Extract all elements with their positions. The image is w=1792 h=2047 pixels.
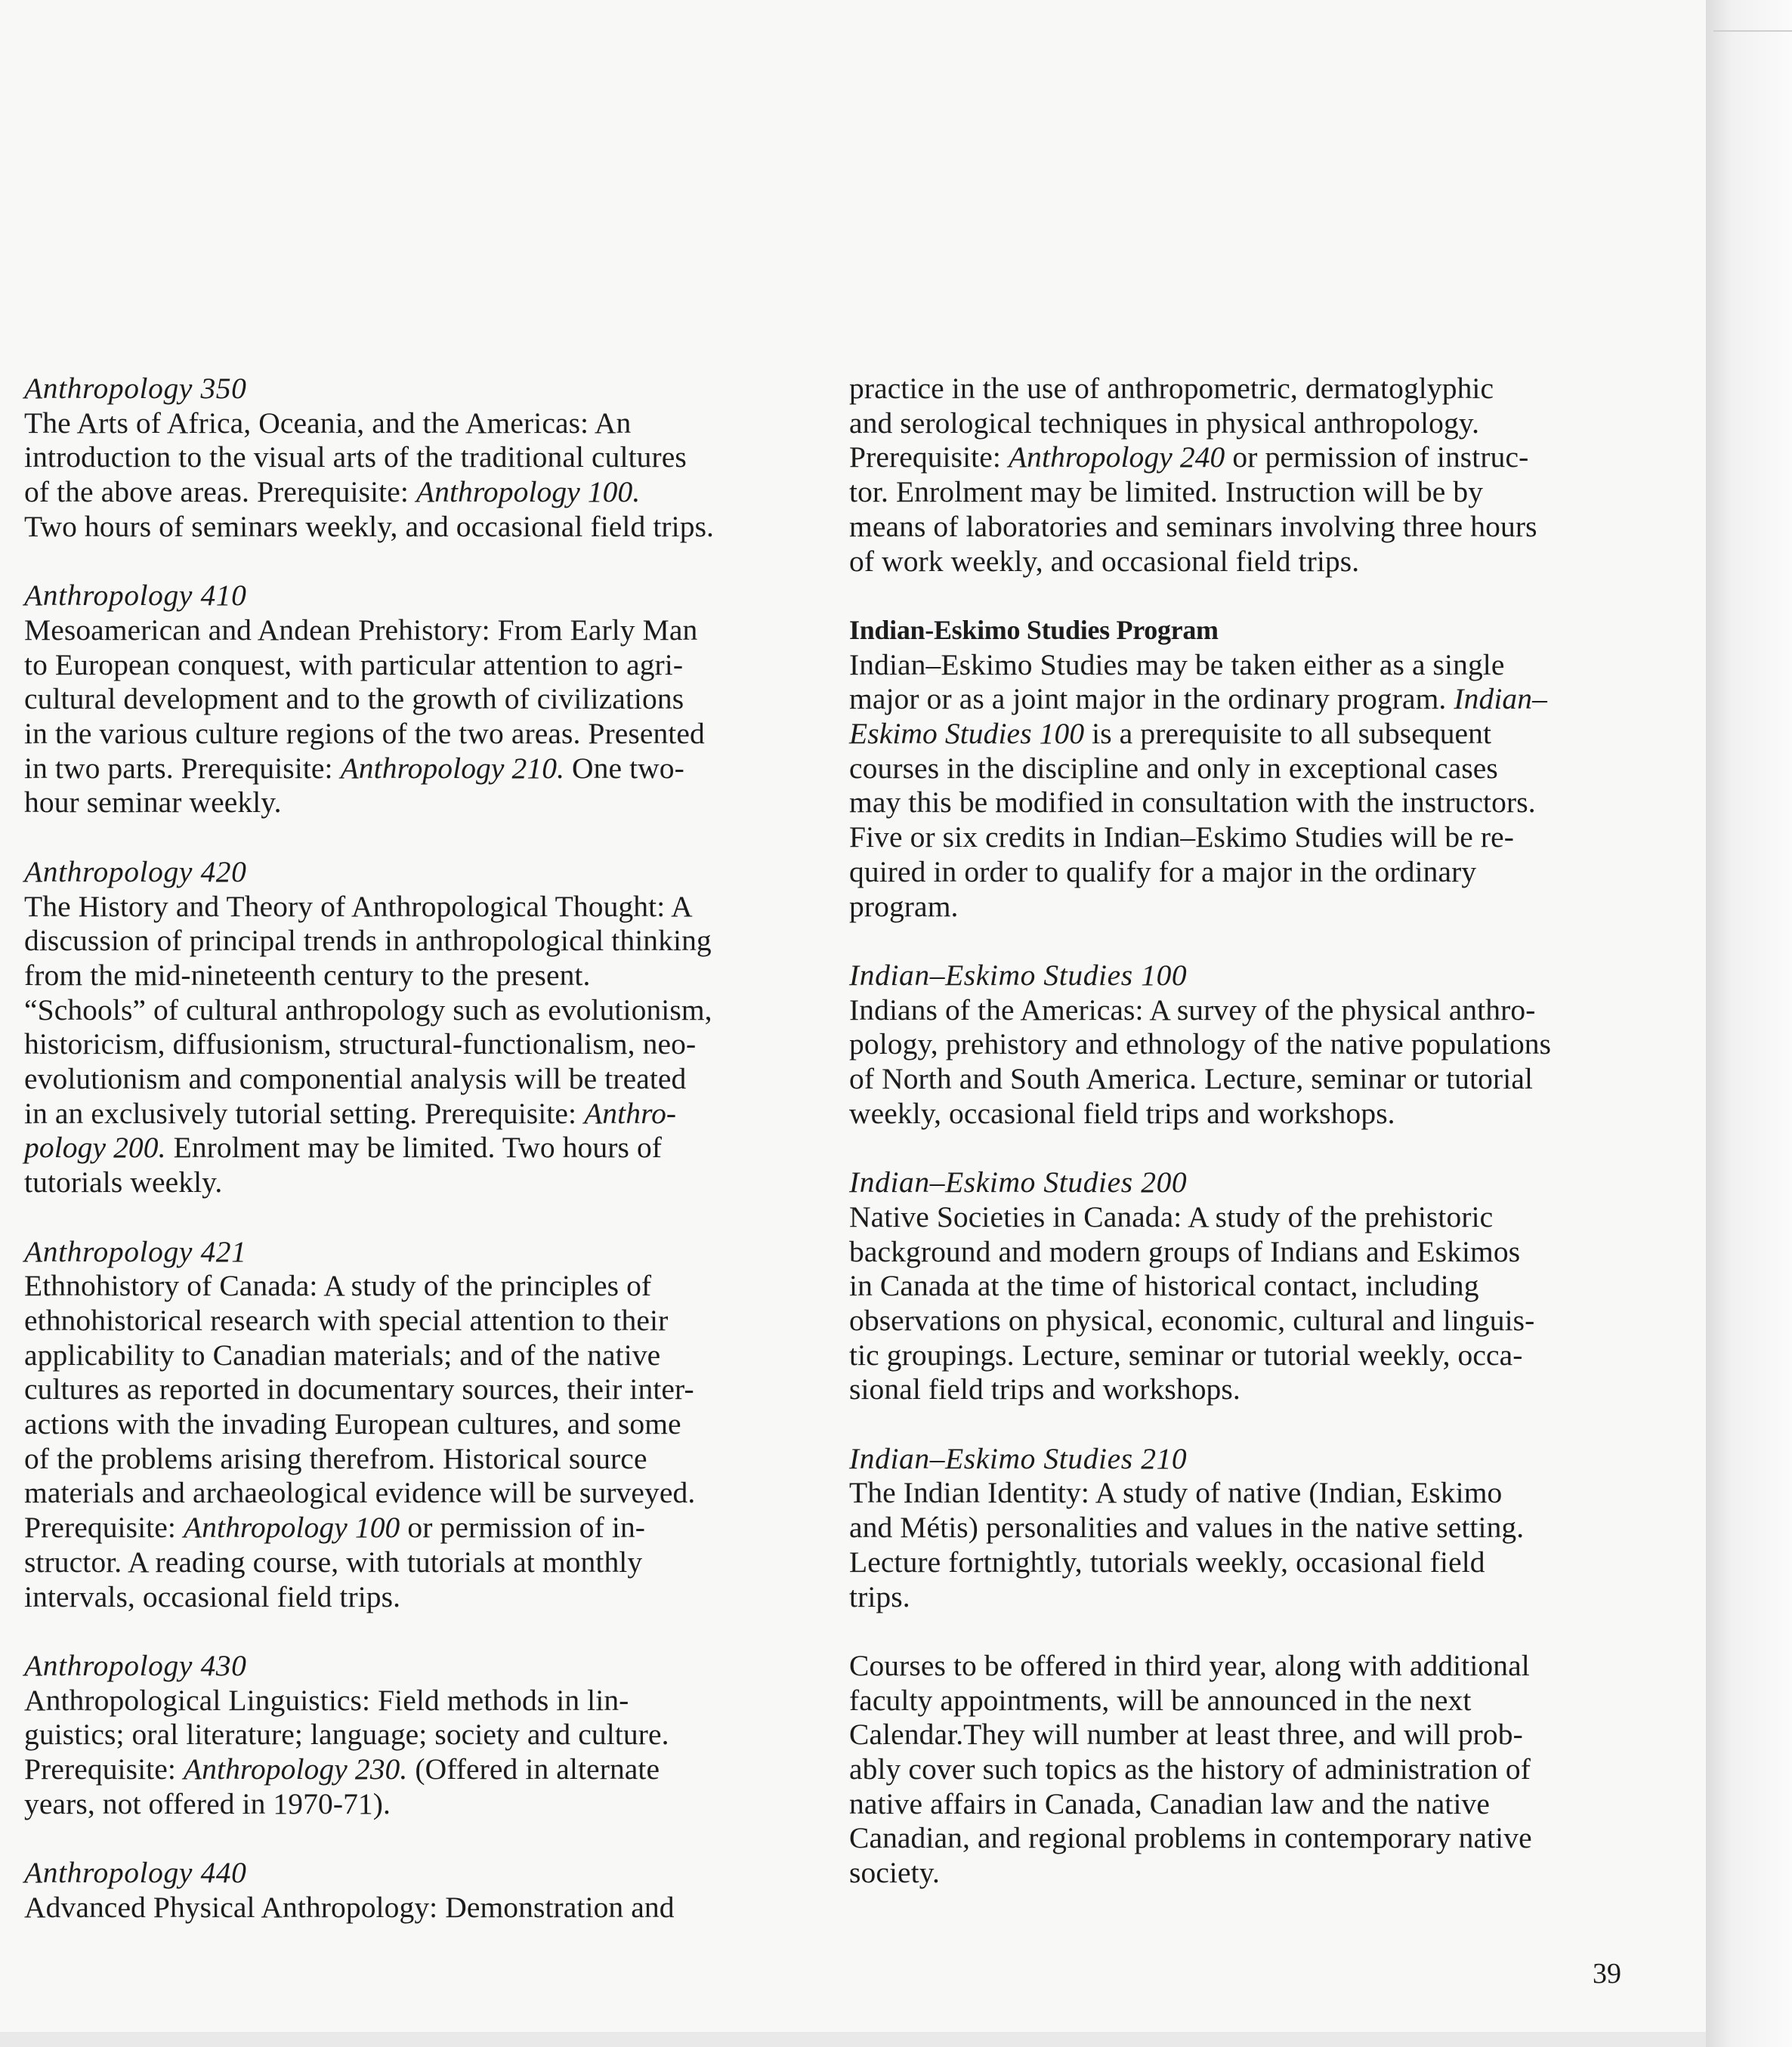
text-line (849, 1476, 1635, 1511)
text-line (24, 613, 810, 648)
text-line (24, 1131, 810, 1166)
text-line (24, 1338, 810, 1373)
text-run: The Indian Identity: A study of native (Indian, Eskimo (849, 1476, 1503, 1510)
paragraph-block (849, 1649, 1635, 1891)
text-run: weekly, occasional field trips and workshops. (849, 1096, 1395, 1130)
text-line (849, 890, 1635, 925)
text-run: society. (849, 1856, 940, 1890)
text-line (849, 1545, 1635, 1580)
text-line (849, 1235, 1635, 1270)
text-line (849, 752, 1635, 786)
paragraph-block (849, 372, 1635, 579)
text-run: cultural development and to the growth of civilizations (24, 682, 684, 716)
text-line (849, 1269, 1635, 1304)
text-line (24, 1684, 810, 1718)
text-line (849, 372, 1635, 406)
text-run: Native Societies in Canada: A study of the prehistoric (849, 1199, 1494, 1233)
text-run: of work weekly, and occasional field trips. (849, 544, 1360, 578)
text-run: years, not offered in 1970-71). (24, 1786, 391, 1820)
text-line (849, 440, 1635, 475)
text-line (24, 1097, 810, 1132)
text-run: hour seminar weekly. (24, 786, 282, 820)
text-run: of the problems arising therefrom. Historical source (24, 1441, 647, 1475)
text-line (24, 406, 810, 441)
italic-reference: Anthropology 100 (183, 1511, 400, 1545)
course-title: Anthropology 440 (24, 1856, 247, 1890)
text-run: Prerequisite: (24, 1511, 184, 1545)
text-run: of North and South America. Lecture, seminar or tutorial (849, 1062, 1534, 1096)
course-title: Indian–Eskimo Studies 210 (849, 1441, 1188, 1475)
course-title: Indian–Eskimo Studies 100 (849, 958, 1188, 992)
text-run: practice in the use of anthropometric, dermatoglyphic (849, 372, 1494, 405)
text-line (24, 1304, 810, 1338)
italic-reference: Anthropology 100. (416, 475, 641, 509)
course-entry-anthropology-420 (24, 855, 810, 1200)
text-line (849, 1338, 1635, 1373)
text-run: Advanced Physical Anthropology: Demonstration and (24, 1890, 675, 1924)
text-run: and serological techniques in physical anthropology. (849, 406, 1480, 440)
text-run: faculty appointments, will be announced in the next (849, 1683, 1472, 1717)
text-line (849, 1027, 1635, 1062)
text-line (849, 1511, 1635, 1545)
text-run: Courses to be offered in third year, along with additional (849, 1648, 1530, 1682)
text-run: Prerequisite: (24, 1752, 184, 1786)
text-run: guistics; oral literature; language; society and culture. (24, 1718, 669, 1752)
text-run: may this be modified in consultation with the instructors. (849, 786, 1536, 820)
text-run: Indians of the Americas: A survey of the physical anthro- (849, 993, 1536, 1027)
text-run: Canadian, and regional problems in contemporary native (849, 1821, 1532, 1855)
text-run: Five or six credits in Indian–Eskimo Studies will be re- (849, 820, 1514, 854)
italic-reference: Anthropology 240 (1008, 440, 1225, 474)
text-run: Ethnohistory of Canada: A study of the principles of (24, 1269, 652, 1303)
section-indian-eskimo-studies-program (849, 613, 1635, 924)
text-line (849, 1372, 1635, 1407)
text-run: Anthropological Linguistics: Field methods in lin- (24, 1683, 629, 1717)
text-line (849, 1649, 1635, 1684)
text-line (24, 1580, 810, 1615)
course-entry-anthropology-440 (24, 1856, 810, 1925)
text-run: evolutionism and componential analysis will be treated (24, 1062, 687, 1096)
text-line (849, 1304, 1635, 1338)
text-run: means of laboratories and seminars involving three hours (849, 509, 1537, 543)
text-line (849, 1097, 1635, 1132)
text-line (24, 1166, 810, 1200)
text-line (24, 1062, 810, 1097)
right-column (849, 372, 1635, 1925)
text-run: from the mid-nineteenth century to the present. (24, 958, 591, 992)
course-title: Anthropology 410 (24, 579, 247, 613)
text-run: in two parts. Prerequisite: (24, 751, 341, 785)
page-number: 39 (1593, 1958, 1621, 1990)
text-line (24, 682, 810, 717)
text-run: Mesoamerican and Andean Prehistory: From Early Man (24, 613, 698, 647)
text-line (849, 1200, 1635, 1235)
course-title: Indian–Eskimo Studies 200 (849, 1166, 1188, 1199)
italic-reference: Anthropology 230. (183, 1752, 408, 1786)
course-title: Anthropology 420 (24, 854, 247, 888)
text-line (849, 1787, 1635, 1822)
text-run: sional field trips and workshops. (849, 1372, 1240, 1406)
text-line (849, 648, 1635, 683)
course-entry-anthropology-430 (24, 1649, 810, 1822)
text-line (24, 648, 810, 683)
text-line (849, 510, 1635, 545)
italic-reference: Indian– (1454, 682, 1547, 716)
text-line (24, 1511, 810, 1545)
text-line (849, 1856, 1635, 1891)
text-run: major or as a joint major in the ordinary program. (849, 682, 1454, 716)
text-line (849, 993, 1635, 1028)
course-entry-anthropology-410 (24, 579, 810, 820)
text-line (24, 1787, 810, 1822)
text-run: “Schools” of cultural anthropology such as evolutionism, (24, 993, 712, 1027)
course-title: Anthropology 350 (24, 372, 247, 405)
text-line (849, 475, 1635, 510)
text-line (24, 1027, 810, 1062)
text-run: (Offered in alternate (407, 1752, 660, 1786)
left-column (24, 372, 810, 1959)
page-edge-divider (1713, 30, 1792, 32)
text-run: pology, prehistory and ethnology of the native populations (849, 1027, 1552, 1061)
text-run: Indian–Eskimo Studies may be taken either as a single (849, 647, 1505, 681)
text-run: and Métis) personalities and values in the native setting. (849, 1511, 1525, 1545)
text-line (24, 786, 810, 820)
text-run: or permission of in- (400, 1511, 646, 1545)
text-run: in an exclusively tutorial setting. Prerequisite: (24, 1096, 585, 1130)
text-line (24, 1442, 810, 1477)
text-line (24, 924, 810, 959)
text-line (849, 1580, 1635, 1615)
course-title: Anthropology 421 (24, 1234, 247, 1268)
text-run: historicism, diffusionism, structural-functionalism, neo- (24, 1027, 697, 1061)
course-entry-indian-eskimo-studies-200 (849, 1166, 1635, 1407)
text-line (849, 855, 1635, 890)
italic-reference: Anthropology 210. (340, 751, 565, 785)
section-heading: Indian-Eskimo Studies Program (849, 614, 1219, 645)
text-line (849, 682, 1635, 717)
text-run: The History and Theory of Anthropological Thought: A (24, 889, 693, 923)
text-run: of the above areas. Prerequisite: (24, 475, 416, 509)
course-entry-indian-eskimo-studies-210 (849, 1442, 1635, 1615)
text-run: trips. (849, 1579, 910, 1613)
text-run: tic groupings. Lecture, seminar or tutorial weekly, occa- (849, 1338, 1523, 1372)
text-run: introduction to the visual arts of the traditional cultures (24, 440, 687, 474)
text-line (24, 890, 810, 925)
text-run: actions with the invading European cultures, and some (24, 1407, 681, 1441)
text-run: tutorials weekly. (24, 1166, 223, 1199)
text-line (24, 1718, 810, 1752)
italic-reference: pology 200. (24, 1131, 166, 1165)
text-run: observations on physical, economic, cultural and linguis- (849, 1303, 1535, 1337)
text-run: ably cover such topics as the history of administration of (849, 1752, 1531, 1786)
text-line (849, 406, 1635, 441)
text-run: program. (849, 889, 959, 923)
text-run: The Arts of Africa, Oceania, and the Americas: An (24, 406, 632, 440)
text-line (24, 959, 810, 993)
text-line (849, 545, 1635, 579)
text-run: ethnohistorical research with special attention to their (24, 1303, 669, 1337)
course-entry-anthropology-350 (24, 372, 810, 545)
text-line (849, 717, 1635, 752)
text-line (849, 820, 1635, 855)
text-run: courses in the discipline and only in exceptional cases (849, 751, 1498, 785)
text-run: One two- (564, 751, 684, 785)
text-run: Calendar.They will number at least three, and will prob- (849, 1718, 1523, 1752)
text-run: quired in order to qualify for a major in the ordinary (849, 854, 1477, 888)
text-run: native affairs in Canada, Canadian law and the native (849, 1786, 1491, 1820)
course-entry-anthropology-421 (24, 1235, 810, 1615)
text-run: structor. A reading course, with tutorials at monthly (24, 1545, 643, 1579)
text-line (24, 1752, 810, 1787)
text-run: in Canada at the time of historical contact, including (849, 1269, 1479, 1303)
text-run: discussion of principal trends in anthropological thinking (24, 924, 712, 958)
text-run: Two hours of seminars weekly, and occasional field trips. (24, 509, 715, 543)
text-run: materials and archaeological evidence will be surveyed. (24, 1476, 696, 1510)
text-run: or permission of instruc- (1225, 440, 1529, 474)
text-line (24, 1545, 810, 1580)
text-line (849, 1062, 1635, 1097)
text-run: Enrolment may be limited. Two hours of (165, 1131, 663, 1165)
text-run: cultures as reported in documentary sources, their inter- (24, 1372, 694, 1406)
text-line (24, 1891, 810, 1925)
text-line (24, 440, 810, 475)
text-line (849, 786, 1635, 820)
text-run: tor. Enrolment may be limited. Instruction will be by (849, 475, 1484, 509)
text-run: in the various culture regions of the two areas. Presented (24, 717, 705, 751)
text-line (849, 1718, 1635, 1752)
text-run: is a prerequisite to all subsequent (1084, 717, 1492, 751)
italic-reference: Eskimo Studies 100 (849, 717, 1085, 751)
course-entry-indian-eskimo-studies-100 (849, 959, 1635, 1132)
text-line (24, 1269, 810, 1304)
text-line (849, 1821, 1635, 1856)
text-line (24, 993, 810, 1028)
text-run: to European conquest, with particular attention to agri- (24, 647, 684, 681)
page-edge (1706, 0, 1792, 2047)
text-line (24, 1372, 810, 1407)
text-line (24, 1407, 810, 1442)
text-run: intervals, occasional field trips. (24, 1579, 401, 1613)
text-line (849, 1684, 1635, 1718)
text-line (24, 510, 810, 545)
text-line (849, 1752, 1635, 1787)
text-run: applicability to Canadian materials; and of the native (24, 1338, 661, 1372)
course-title: Anthropology 430 (24, 1648, 247, 1682)
text-run: Prerequisite: (849, 440, 1009, 474)
text-line (24, 752, 810, 786)
text-run: background and modern groups of Indians and Eskimos (849, 1234, 1521, 1268)
text-line (24, 475, 810, 510)
italic-reference: Anthro- (584, 1096, 677, 1130)
text-line (24, 717, 810, 752)
text-line (24, 1476, 810, 1511)
text-run: Lecture fortnightly, tutorials weekly, occasional field (849, 1545, 1485, 1579)
